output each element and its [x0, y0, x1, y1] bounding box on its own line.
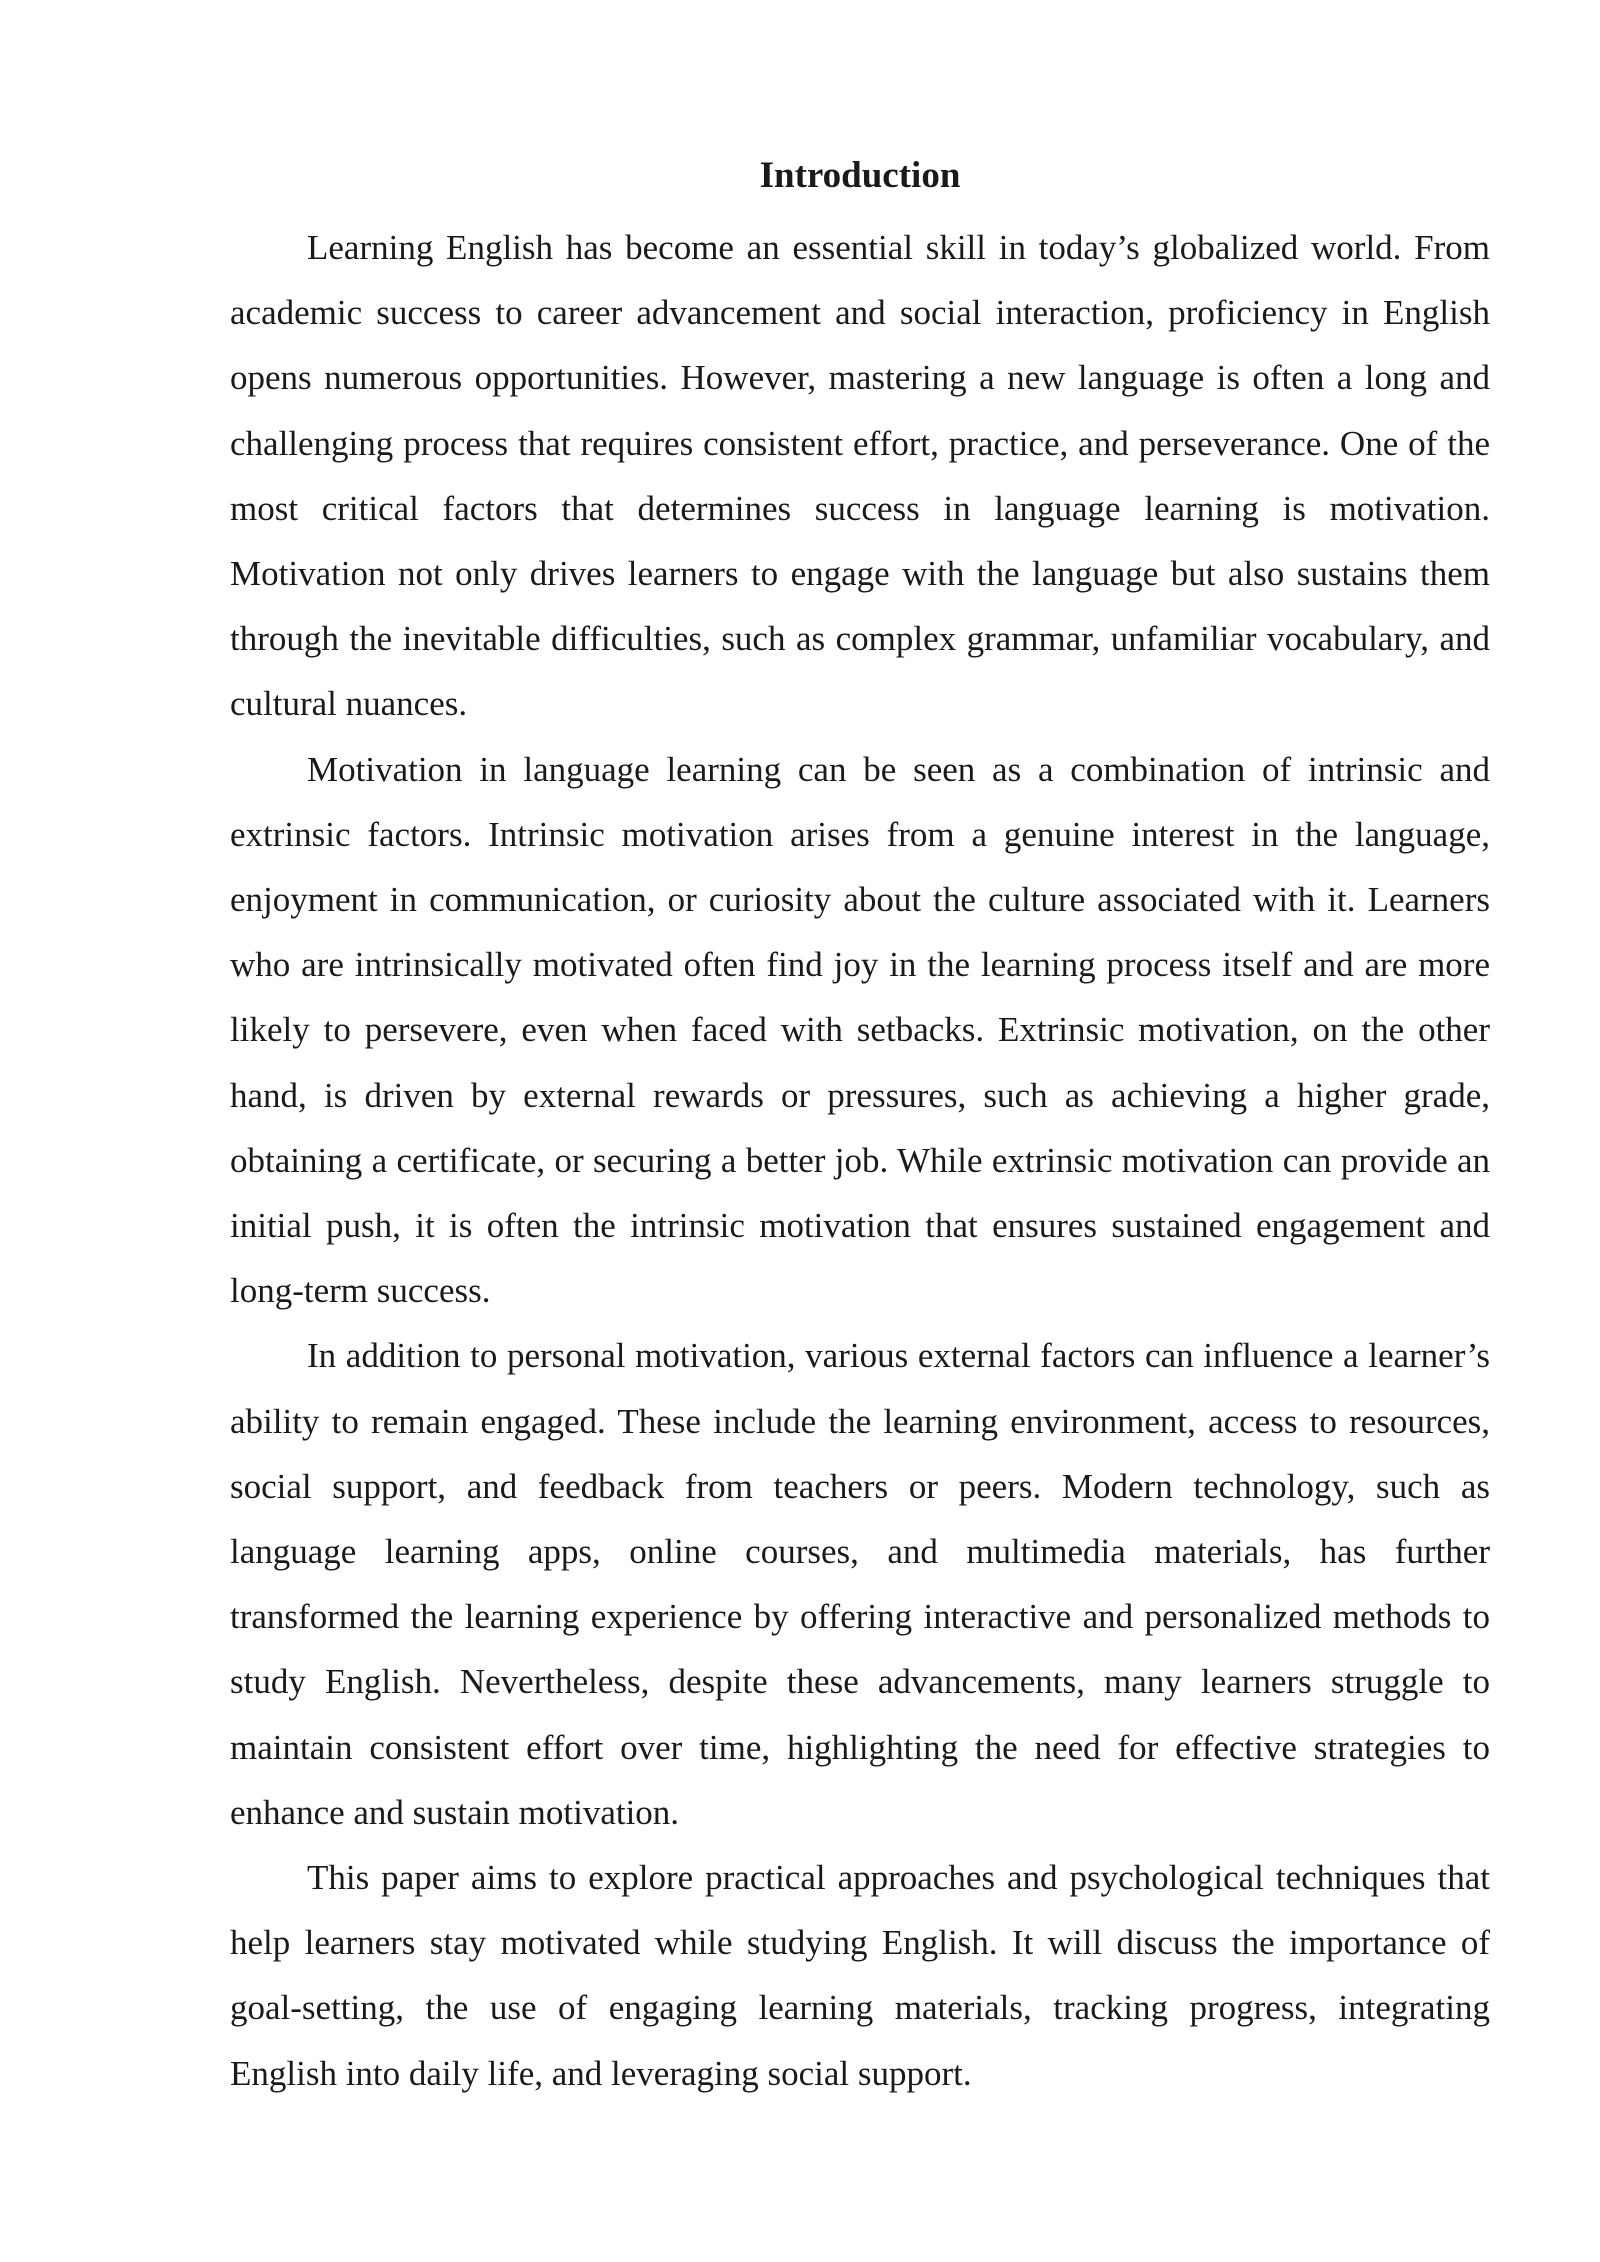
paragraph-4: This paper aims to explore practical approaches and psychological techniques that help learners stay motivated while studying English. It will discuss the importance of goal-setting, the use of engaging learning materials, tracking progress, integrating English into daily life, and leveraging social support. [230, 1858, 1490, 2093]
paragraph-1: Learning English has become an essential skill in today’s globalized world. From academic success to career advancement and social interaction, proficiency in English opens numerous opportunities. However, mastering a new language is often a long and challenging process that requires consistent effort, practice, and perseverance. One of the most critical factors that determines success in language learning is motivation. Motivation not only drives learners to engage with the language but also sustains them through the inevitable difficulties, such as complex grammar, unfamiliar vocabulary, and cultural nuances. [230, 228, 1490, 724]
document-body [230, 150, 1490, 2106]
paragraph-2: Motivation in language learning can be seen as a combination of intrinsic and extrinsic factors. Intrinsic motivation arises from a genuine interest in the language, enjoyment in communication, or curiosity about the culture associated with it. Learners who are intrinsically motivated often find joy in the learning process itself and are more likely to persevere, even when faced with setbacks. Extrinsic motivation, on the other hand, is driven by external rewards or pressures, such as achieving a higher grade, obtaining a certificate, or securing a better job. While extrinsic motivation can provide an initial push, it is often the intrinsic motivation that ensures sustained engagement and long-term success. [230, 749, 1490, 1311]
paragraph-3: In addition to personal motivation, various external factors can influence a learner’s ability to remain engaged. These include the learning environment, access to resources, social support, and feedback from teachers or peers. Modern technology, such as language learning apps, online courses, and multimedia materials, has further transformed the learning experience by offering interactive and personalized methods to study English. Nevertheless, despite these advancements, many learners struggle to maintain consistent effort over time, highlighting the need for effective strategies to enhance and sustain motivation. [230, 1336, 1490, 1832]
section-heading: Introduction [759, 155, 961, 196]
